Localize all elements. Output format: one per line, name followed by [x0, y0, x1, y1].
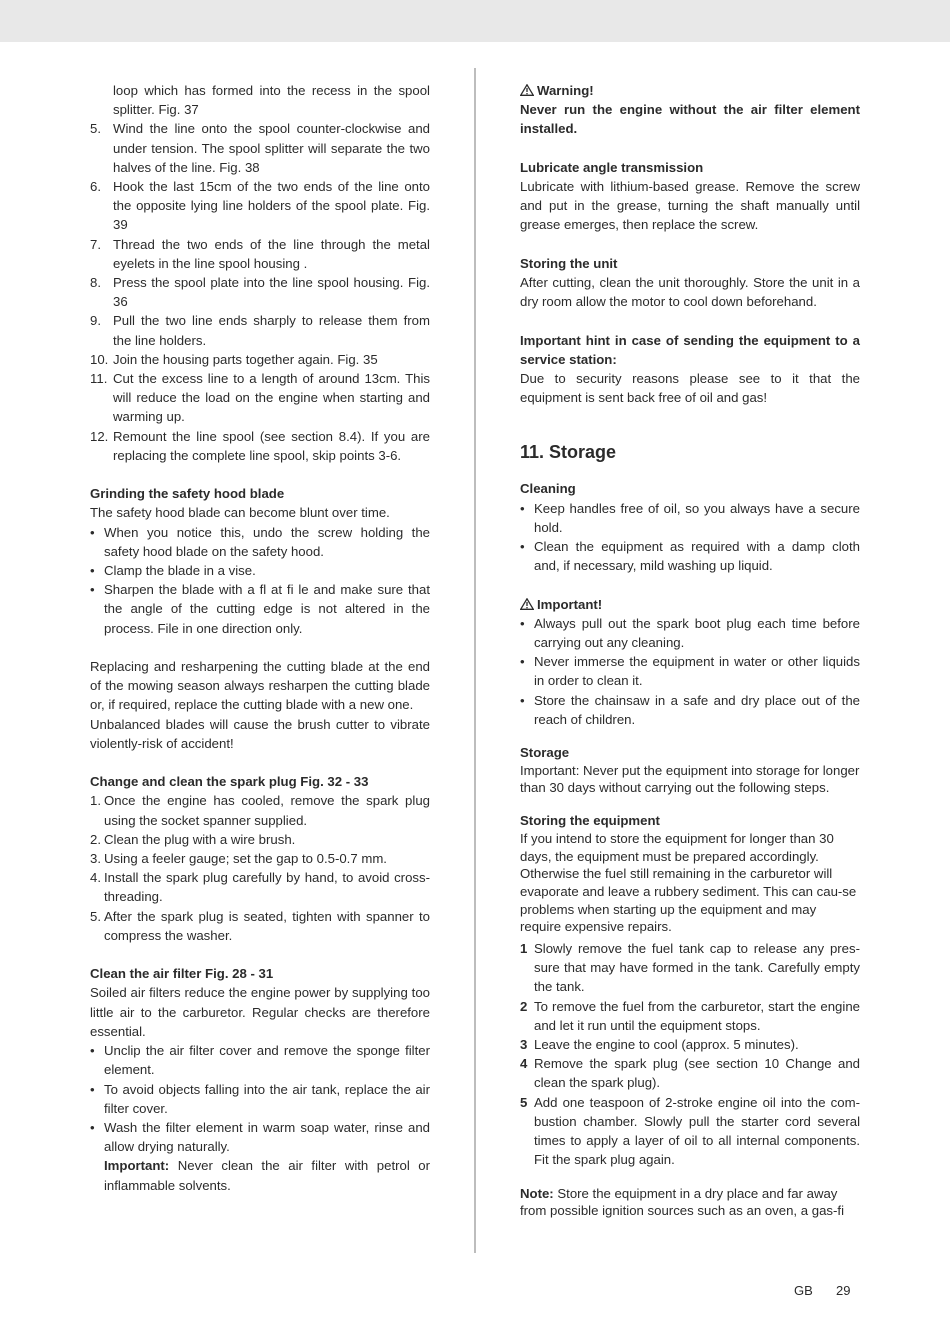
page-number: 29: [836, 1283, 851, 1298]
unbalanced-paragraph: Unbalanced blades will cause the brush cutter to vibrate violently-risk of accident!: [90, 716, 430, 751]
spark-plug-steps: [90, 791, 430, 945]
bullet-icon: •: [90, 1119, 95, 1135]
storing-steps: [520, 939, 860, 1169]
spark-plug-heading: Change and clean the spark plug Fig. 32 - 33: [90, 774, 369, 790]
list-item: 4. Install the spark plug carefully by hand, to avoid cross-threading.: [90, 870, 430, 905]
bullet-icon: •: [90, 1043, 95, 1059]
list-item: • Unclip the air filter cover and remove the sponge filter element.: [90, 1043, 430, 1078]
left-column: [90, 81, 430, 1195]
list-item: • Always pull out the spark boot plug each time before carrying out any cleaning.: [520, 615, 860, 651]
list-item: 5 Add one teaspoon of 2-stroke engine oil into the com-bustion chamber. Slowly pull the starter cord several times to apply a layer of oil to all internal components. Fit the spark plug again.: [520, 1094, 860, 1168]
continued-step-text: loop which has formed into the recess in the spool splitter. Fig. 37: [113, 83, 430, 118]
replacing-paragraph: Replacing and resharpening the cutting blade at the end of the mowing season always resharpen the cutting blade or, if required, replace the cutting blade with a new one.: [90, 659, 430, 713]
storage-text: Important: Never put the equipment into storage for longer than 30 days without carrying out the following steps.: [520, 762, 860, 796]
list-item: 1. Once the engine has cooled, remove the spark plug using the socket spanner supplied.: [90, 793, 430, 828]
list-item: 11. Cut the excess line to a length of around 13cm. This will reduce the load on the engine when starting and warming up.: [90, 371, 430, 425]
storing-equipment-heading: Storing the equipment: [520, 813, 660, 829]
lubricate-text: Lubricate with lithium-based grease. Remove the screw and put in the grease, turning the shaft manually until grease emerges, then replace the screw.: [520, 179, 860, 233]
bullet-icon: •: [90, 582, 95, 598]
air-filter-important: Important: Never clean the air filter with petrol or inflammable solvents.: [104, 1158, 430, 1193]
list-item: • To avoid objects falling into the air tank, replace the air filter cover.: [90, 1081, 430, 1116]
list-item: 3. Using a feeler gauge; set the gap to 0.5-0.7 mm.: [90, 851, 387, 867]
top-bar: [0, 0, 950, 42]
grinding-intro: The safety hood blade can become blunt over time.: [90, 505, 390, 521]
list-item: • Store the chainsaw in a safe and dry place out of the reach of children.: [520, 692, 860, 727]
important-heading: Important!: [520, 595, 860, 614]
list-item: • Clean the equipment as required with a damp cloth and, if necessary, mild washing up liquid.: [520, 539, 860, 574]
air-filter-heading: Clean the air filter Fig. 28 - 31: [90, 966, 274, 982]
warning-text: Never run the engine without the air filter element installed.: [520, 102, 860, 137]
list-item: 5. After the spark plug is seated, tighten with spanner to compress the washer.: [90, 908, 430, 943]
list-item: • Clamp the blade in a vise.: [90, 561, 430, 580]
hint-heading: Important hint in case of sending the equipment to a service station:: [520, 332, 860, 367]
list-item: 7. Thread the two ends of the line through the metal eyelets in the line spool housing .: [90, 236, 430, 271]
list-item: • Sharpen the blade with a fl at fi le and make sure that the angle of the cutting edge is not altered in the process. File in one direction only.: [90, 582, 430, 636]
section-title: 11. Storage: [520, 442, 617, 463]
footer-language: GB: [794, 1283, 813, 1298]
list-item: 2 To remove the fuel from the carburetor, start the engine and let it run until the equipment stops.: [520, 998, 860, 1033]
air-filter-bullets: [90, 1041, 430, 1156]
bullet-icon: •: [520, 539, 525, 555]
storing-unit-heading: Storing the unit: [520, 255, 618, 271]
column-divider: [474, 68, 476, 1253]
list-item: • Never immerse the equipment in water or other liquids in order to clean it.: [520, 654, 860, 689]
bullet-icon: •: [520, 615, 525, 631]
lubricate-heading: Lubricate angle transmission: [520, 159, 704, 175]
warning-triangle-icon: [520, 598, 534, 610]
list-item: 8. Press the spool plate into the line spool housing. Fig. 36: [90, 275, 430, 310]
list-item: 12. Remount the line spool (see section 8.4). If you are replacing the complete line spool, skip points 3-6.: [90, 428, 430, 463]
list-item: 4 Remove the spark plug (see section 10 Change and clean the spark plug).: [520, 1056, 860, 1091]
warning-triangle-icon: [520, 84, 534, 96]
bullet-icon: •: [520, 500, 525, 516]
list-item: 3 Leave the engine to cool (approx. 5 minutes).: [520, 1037, 799, 1053]
warning-heading: Warning!: [520, 81, 860, 100]
bullet-icon: •: [90, 524, 95, 540]
grinding-heading: Grinding the safety hood blade: [90, 486, 285, 502]
cleaning-bullets: [520, 499, 860, 576]
storing-unit-text: After cutting, clean the unit thoroughly. Store the unit in a dry room allow the motor to cool down beforehand.: [520, 275, 860, 310]
list-item: 5. Wind the line onto the spool counter-clockwise and under tension. The spool splitter will separate the two halves of the line. Fig. 38: [90, 121, 430, 175]
important-bullets: [520, 614, 860, 729]
bullet-icon: •: [90, 1081, 95, 1097]
list-item: 2. Clean the plug with a wire brush.: [90, 831, 296, 847]
list-item: • When you notice this, undo the screw holding the safety hood blade on the safety hood.: [90, 524, 430, 559]
list-item: 6. Hook the last 15cm of the two ends of the line onto the opposite lying line holders of the spool plate. Fig. 39: [90, 179, 430, 233]
hint-text: Due to security reasons please see to it that the equipment is sent back free of oil and gas!: [520, 371, 860, 406]
list-item: 9. Pull the two line ends sharply to release them from the line holders.: [90, 313, 430, 348]
bullet-icon: •: [520, 654, 525, 670]
list-item: • Keep handles free of oil, so you always have a secure hold.: [520, 500, 860, 535]
list-item: 10. Join the housing parts together again. Fig. 35: [90, 351, 378, 367]
storing-equipment-text: If you intend to store the equipment for longer than 30 days, the equipment must be prepared accordingly. Otherwise the fuel still remaining in the carburetor will evaporate and leave a rubbery sediment. This can cau-se problems when starting up the equipment and may require expensive repairs.: [520, 830, 857, 935]
list-item: 1 Slowly remove the fuel tank cap to release any pres-sure that may have formed in the tank. Carefully empty the tank.: [520, 941, 860, 995]
list-item: • Wash the filter element in warm soap water, rinse and allow drying naturally.: [90, 1119, 430, 1155]
cleaning-heading: Cleaning: [520, 481, 576, 497]
storage-heading: Storage: [520, 745, 570, 761]
air-filter-intro: Soiled air filters reduce the engine power by supplying too little air to the carburetor. Regular checks are therefore essential.: [90, 985, 430, 1039]
bullet-icon: •: [90, 563, 95, 579]
bullet-icon: •: [520, 692, 525, 708]
grinding-bullets: [90, 523, 430, 638]
line-spool-steps: [90, 119, 430, 465]
note-paragraph: Note: Store the equipment in a dry place and far away from possible ignition sources such as an oven, a gas-fi: [520, 1185, 844, 1219]
right-column: [520, 81, 860, 1220]
